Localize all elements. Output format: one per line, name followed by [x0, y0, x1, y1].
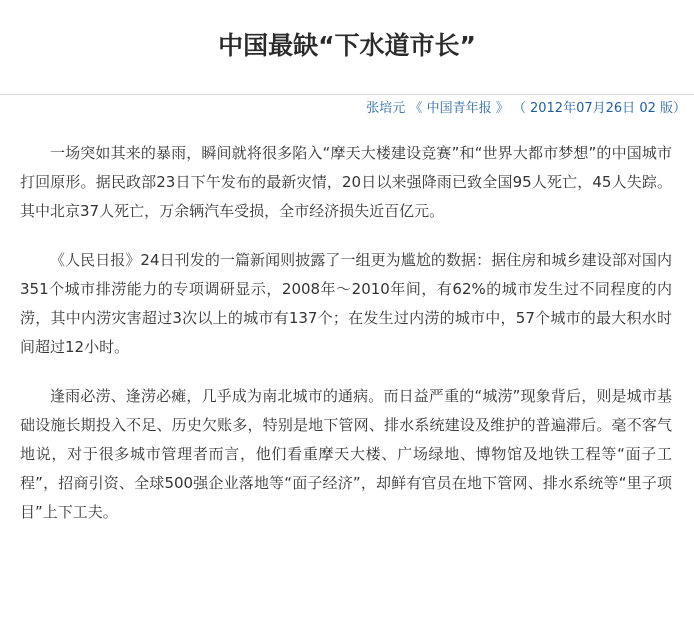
byline-date: （ 2012年07月26日: [512, 101, 636, 116]
article-title: 中国最缺“下水道市长”: [218, 31, 476, 60]
byline-page[interactable]: 02 版）: [639, 101, 686, 116]
article-body: [20, 139, 672, 547]
byline-source[interactable]: 《 中国青年报 》: [409, 101, 509, 116]
title-divider: [0, 94, 694, 95]
byline-author[interactable]: 张培元: [366, 101, 406, 116]
article-paragraph: 逢雨必涝、逢涝必瘫，几乎成为南北城市的通病。而日益严重的“城涝”现象背后，则是城市基础设施长期投入不足、历史欠账多，特别是地下管网、排水系统建设及维护的普遍滞后。毫不客气地说，对于很多城市管理者而言，他们看重摩天大楼、广场绿地、博物馆及地铁工程等“面子工程”，招商引资、全球500强企业落地等“面子经济”，却鲜有官员在地下管网、排水系统等“里子项目”上下工夫。: [20, 387, 672, 521]
article-paragraph: 一场突如其来的暴雨，瞬间就将很多陷入“摩天大楼建设竞赛”和“世界大都市梦想”的中国城市打回原形。据民政部23日下午发布的最新灾情，20日以来强降雨已致全国95人死亡，45人失踪。其中北京37人死亡，万余辆汽车受损，全市经济损失近百亿元。: [20, 144, 672, 220]
article-paragraph: 《人民日报》24日刊发的一篇新闻则披露了一组更为尴尬的数据：据住房和城乡建设部对国内351个城市排涝能力的专项调研显示，2008年～2010年间，有62%的城市发生过不同程度的内涝，其中内涝灾害超过3次以上的城市有137个；在发生过内涝的城市中，57个城市的最大积水时间超过12小时。: [20, 251, 672, 356]
article-byline: [366, 99, 686, 119]
